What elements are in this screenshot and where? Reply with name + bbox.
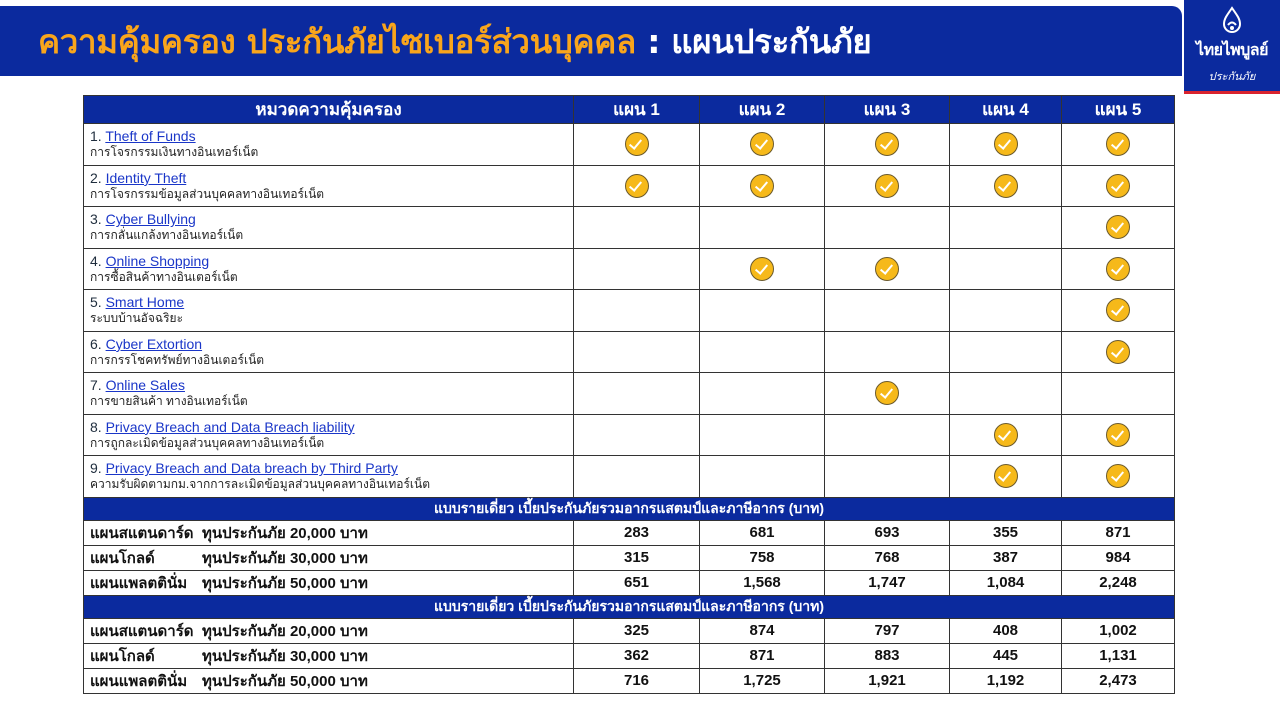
- plan-4-coverage-cell: [950, 414, 1062, 456]
- coverage-row: [84, 207, 1175, 249]
- plan-3-coverage-cell: [825, 290, 950, 332]
- coverage-link[interactable]: Theft of Funds: [105, 128, 196, 145]
- coverage-table: [83, 95, 1175, 694]
- plan-5-coverage-cell: [1062, 414, 1175, 456]
- plan-3-coverage-cell: [825, 124, 950, 166]
- plan-5-coverage-cell: [1062, 124, 1175, 166]
- coverage-thai-description: การกรรโชคทรัพย์ทางอินเตอร์เน็ต: [90, 352, 265, 367]
- check-circle-icon: [1106, 132, 1130, 156]
- premium-section-header: [84, 595, 1175, 618]
- coverage-link[interactable]: Online Shopping: [105, 252, 210, 269]
- coverage-number: 8.: [90, 418, 102, 435]
- coverage-thai-description: การซื้อสินค้าทางอินเตอร์เน็ต: [90, 269, 238, 284]
- premium-section-header: [84, 497, 1175, 520]
- plan-5-coverage-cell: [1062, 165, 1175, 207]
- coverage-thai-description: การถูกละเมิดข้อมูลส่วนบุคคลทางอินเทอร์เน็ต: [90, 435, 325, 450]
- coverage-number: 4.: [90, 252, 102, 269]
- coverage-link[interactable]: Privacy Breach and Data Breach liability: [105, 418, 355, 435]
- coverage-title: [90, 253, 573, 269]
- plan-1-coverage-cell: [574, 207, 700, 249]
- premium-value-plan-4: 1,192: [950, 668, 1062, 693]
- check-circle-icon: [750, 174, 774, 198]
- premium-plan-name: แผนโกลด์: [90, 647, 155, 665]
- plan-4-coverage-cell: [950, 248, 1062, 290]
- plan-2-coverage-cell: [700, 373, 825, 415]
- premium-row: [84, 618, 1175, 643]
- premium-value-plan-4: 387: [950, 545, 1062, 570]
- premium-value-plan-1: 651: [574, 570, 700, 595]
- premium-plan-cell: [84, 668, 574, 693]
- plan-5-coverage-cell: [1062, 456, 1175, 498]
- coverage-title: [90, 460, 573, 476]
- plan-1-coverage-cell: [574, 165, 700, 207]
- plan-1-coverage-cell: [574, 124, 700, 166]
- plan-1-coverage-cell: [574, 456, 700, 498]
- page-title-main: ความคุ้มครอง ประกันภัยไซเบอร์ส่วนบุคคล: [38, 21, 636, 61]
- check-circle-icon: [1106, 298, 1130, 322]
- check-circle-icon: [994, 132, 1018, 156]
- premium-value-plan-5: 984: [1062, 545, 1175, 570]
- coverage-title: [90, 377, 573, 393]
- plan-2-coverage-cell: [700, 414, 825, 456]
- premium-plan-cell: [84, 643, 574, 668]
- plan-3-coverage-cell: [825, 414, 950, 456]
- check-circle-icon: [994, 423, 1018, 447]
- coverage-number: 2.: [90, 169, 102, 186]
- coverage-number: 3.: [90, 211, 102, 228]
- check-circle-icon: [1106, 423, 1130, 447]
- coverage-title: [90, 294, 573, 310]
- premium-sum-insured: ทุนประกันภัย 30,000 บาท: [202, 647, 368, 665]
- coverage-thai-description: การขายสินค้า ทางอินเทอร์เน็ต: [90, 394, 248, 409]
- coverage-title: [90, 211, 573, 227]
- premium-value-plan-3: 797: [825, 618, 950, 643]
- coverage-row: [84, 414, 1175, 456]
- coverage-link[interactable]: Online Sales: [105, 377, 185, 394]
- coverage-category-cell: [84, 373, 574, 415]
- premium-row: [84, 643, 1175, 668]
- plan-5-coverage-cell: [1062, 207, 1175, 249]
- premium-value-plan-5: 871: [1062, 520, 1175, 545]
- premium-value-plan-4: 355: [950, 520, 1062, 545]
- plan-3-coverage-cell: [825, 331, 950, 373]
- coverage-link[interactable]: Smart Home: [105, 294, 185, 311]
- premium-value-plan-5: 2,473: [1062, 668, 1175, 693]
- premium-value-plan-3: 693: [825, 520, 950, 545]
- header-plan-1: แผน 1: [574, 96, 700, 124]
- plan-2-coverage-cell: [700, 331, 825, 373]
- premium-section-label: แบบรายเดี่ยว เบี้ยประกันภัยรวมอากรแสตมป์และภาษีอากร (บาท): [84, 497, 1175, 520]
- coverage-title: [90, 419, 573, 435]
- coverage-row: [84, 124, 1175, 166]
- coverage-title: [90, 336, 573, 352]
- logo-accent-line: [1184, 91, 1280, 94]
- page-title-suffix: : แผนประกันภัย: [647, 21, 872, 61]
- plan-4-coverage-cell: [950, 165, 1062, 207]
- check-circle-icon: [875, 132, 899, 156]
- coverage-category-cell: [84, 290, 574, 332]
- plan-3-coverage-cell: [825, 165, 950, 207]
- premium-value-plan-3: 883: [825, 643, 950, 668]
- check-circle-icon: [625, 174, 649, 198]
- premium-plan-name: แผนสแตนดาร์ด: [90, 622, 194, 640]
- coverage-title: [90, 128, 573, 144]
- check-circle-icon: [1106, 340, 1130, 364]
- coverage-row: [84, 331, 1175, 373]
- logo-name: ไทยไพบูลย์: [1196, 40, 1268, 59]
- premium-plan-cell: [84, 618, 574, 643]
- plan-4-coverage-cell: [950, 456, 1062, 498]
- coverage-number: 9.: [90, 460, 102, 477]
- plan-4-coverage-cell: [950, 207, 1062, 249]
- premium-value-plan-4: 1,084: [950, 570, 1062, 595]
- table-header-row: [84, 96, 1175, 124]
- check-circle-icon: [1106, 174, 1130, 198]
- premium-value-plan-3: 768: [825, 545, 950, 570]
- plan-1-coverage-cell: [574, 331, 700, 373]
- coverage-title: [90, 170, 573, 186]
- plan-4-coverage-cell: [950, 373, 1062, 415]
- plan-5-coverage-cell: [1062, 290, 1175, 332]
- premium-value-plan-5: 1,002: [1062, 618, 1175, 643]
- coverage-category-cell: [84, 331, 574, 373]
- coverage-thai-description: การกลั่นแกล้งทางอินเทอร์เน็ต: [90, 228, 244, 243]
- check-circle-icon: [1106, 215, 1130, 239]
- plan-2-coverage-cell: [700, 290, 825, 332]
- plan-3-coverage-cell: [825, 248, 950, 290]
- plan-4-coverage-cell: [950, 331, 1062, 373]
- premium-value-plan-3: 1,921: [825, 668, 950, 693]
- premium-value-plan-1: 283: [574, 520, 700, 545]
- premium-value-plan-1: 315: [574, 545, 700, 570]
- plan-5-coverage-cell: [1062, 248, 1175, 290]
- plan-3-coverage-cell: [825, 373, 950, 415]
- check-circle-icon: [994, 174, 1018, 198]
- coverage-category-cell: [84, 165, 574, 207]
- header-plan-3: แผน 3: [825, 96, 950, 124]
- coverage-number: 1.: [90, 128, 102, 145]
- coverage-category-cell: [84, 207, 574, 249]
- check-circle-icon: [875, 174, 899, 198]
- premium-row: [84, 545, 1175, 570]
- coverage-row: [84, 248, 1175, 290]
- coverage-link[interactable]: Privacy Breach and Data breach by Third Party: [105, 460, 398, 477]
- check-circle-icon: [994, 464, 1018, 488]
- coverage-row: [84, 456, 1175, 498]
- header-coverage-category: หมวดความคุ้มครอง: [84, 96, 574, 124]
- plan-2-coverage-cell: [700, 124, 825, 166]
- plan-1-coverage-cell: [574, 248, 700, 290]
- header-plan-5: แผน 5: [1062, 96, 1175, 124]
- coverage-category-cell: [84, 124, 574, 166]
- company-logo: [1184, 0, 1280, 94]
- coverage-category-cell: [84, 456, 574, 498]
- coverage-number: 6.: [90, 335, 102, 352]
- plan-1-coverage-cell: [574, 373, 700, 415]
- check-circle-icon: [750, 257, 774, 281]
- premium-section-label: แบบรายเดี่ยว เบี้ยประกันภัยรวมอากรแสตมป์และภาษีอากร (บาท): [84, 595, 1175, 618]
- coverage-thai-description: การโจรกรรมเงินทางอินเทอร์เน็ต: [90, 145, 259, 160]
- premium-sum-insured: ทุนประกันภัย 20,000 บาท: [202, 524, 368, 542]
- premium-sum-insured: ทุนประกันภัย 50,000 บาท: [202, 574, 368, 592]
- plan-5-coverage-cell: [1062, 373, 1175, 415]
- premium-value-plan-2: 871: [700, 643, 825, 668]
- premium-sum-insured: ทุนประกันภัย 30,000 บาท: [202, 549, 368, 567]
- plan-4-coverage-cell: [950, 124, 1062, 166]
- page-title: [38, 15, 871, 68]
- premium-value-plan-1: 716: [574, 668, 700, 693]
- premium-row: [84, 668, 1175, 693]
- premium-value-plan-5: 1,131: [1062, 643, 1175, 668]
- water-drop-emblem-icon: [1217, 6, 1247, 36]
- premium-sum-insured: ทุนประกันภัย 50,000 บาท: [202, 672, 368, 690]
- plan-4-coverage-cell: [950, 290, 1062, 332]
- premium-row: [84, 520, 1175, 545]
- premium-plan-name: แผนโกลด์: [90, 549, 155, 567]
- coverage-number: 5.: [90, 294, 102, 311]
- coverage-number: 7.: [90, 377, 102, 394]
- coverage-link[interactable]: Cyber Extortion: [105, 335, 203, 352]
- premium-value-plan-2: 1,568: [700, 570, 825, 595]
- coverage-category-cell: [84, 414, 574, 456]
- check-circle-icon: [1106, 464, 1130, 488]
- header-plan-4: แผน 4: [950, 96, 1062, 124]
- coverage-thai-description: การโจรกรรมข้อมูลส่วนบุคคลทางอินเทอร์เน็ต: [90, 186, 325, 201]
- plan-2-coverage-cell: [700, 165, 825, 207]
- premium-plan-cell: [84, 545, 574, 570]
- plan-3-coverage-cell: [825, 456, 950, 498]
- header-plan-2: แผน 2: [700, 96, 825, 124]
- check-circle-icon: [750, 132, 774, 156]
- check-circle-icon: [1106, 257, 1130, 281]
- plan-2-coverage-cell: [700, 207, 825, 249]
- plan-1-coverage-cell: [574, 290, 700, 332]
- coverage-category-cell: [84, 248, 574, 290]
- premium-value-plan-2: 681: [700, 520, 825, 545]
- premium-plan-cell: [84, 520, 574, 545]
- premium-value-plan-4: 445: [950, 643, 1062, 668]
- logo-subtitle: ประกันภัย: [1208, 70, 1256, 83]
- premium-value-plan-1: 362: [574, 643, 700, 668]
- plan-2-coverage-cell: [700, 248, 825, 290]
- plan-5-coverage-cell: [1062, 331, 1175, 373]
- premium-plan-name: แผนแพลตตินั่ม: [90, 574, 188, 592]
- premium-row: [84, 570, 1175, 595]
- premium-value-plan-1: 325: [574, 618, 700, 643]
- coverage-link[interactable]: Cyber Bullying: [105, 211, 196, 228]
- coverage-row: [84, 165, 1175, 207]
- plan-3-coverage-cell: [825, 207, 950, 249]
- coverage-row: [84, 373, 1175, 415]
- premium-value-plan-2: 874: [700, 618, 825, 643]
- premium-value-plan-2: 1,725: [700, 668, 825, 693]
- plan-2-coverage-cell: [700, 456, 825, 498]
- coverage-thai-description: ความรับผิดตามกม.จากการละเมิดข้อมูลส่วนบุคคลทางอินเทอร์เน็ต: [90, 477, 430, 492]
- check-circle-icon: [625, 132, 649, 156]
- premium-plan-cell: [84, 570, 574, 595]
- premium-plan-name: แผนแพลตตินั่ม: [90, 672, 188, 690]
- coverage-thai-description: ระบบบ้านอัจฉริยะ: [90, 311, 184, 326]
- premium-value-plan-4: 408: [950, 618, 1062, 643]
- premium-value-plan-2: 758: [700, 545, 825, 570]
- premium-plan-name: แผนสแตนดาร์ด: [90, 524, 194, 542]
- title-bar: [0, 6, 1182, 76]
- coverage-link[interactable]: Identity Theft: [105, 169, 187, 186]
- coverage-row: [84, 290, 1175, 332]
- plan-1-coverage-cell: [574, 414, 700, 456]
- premium-value-plan-5: 2,248: [1062, 570, 1175, 595]
- check-circle-icon: [875, 381, 899, 405]
- check-circle-icon: [875, 257, 899, 281]
- premium-value-plan-3: 1,747: [825, 570, 950, 595]
- premium-sum-insured: ทุนประกันภัย 20,000 บาท: [202, 622, 368, 640]
